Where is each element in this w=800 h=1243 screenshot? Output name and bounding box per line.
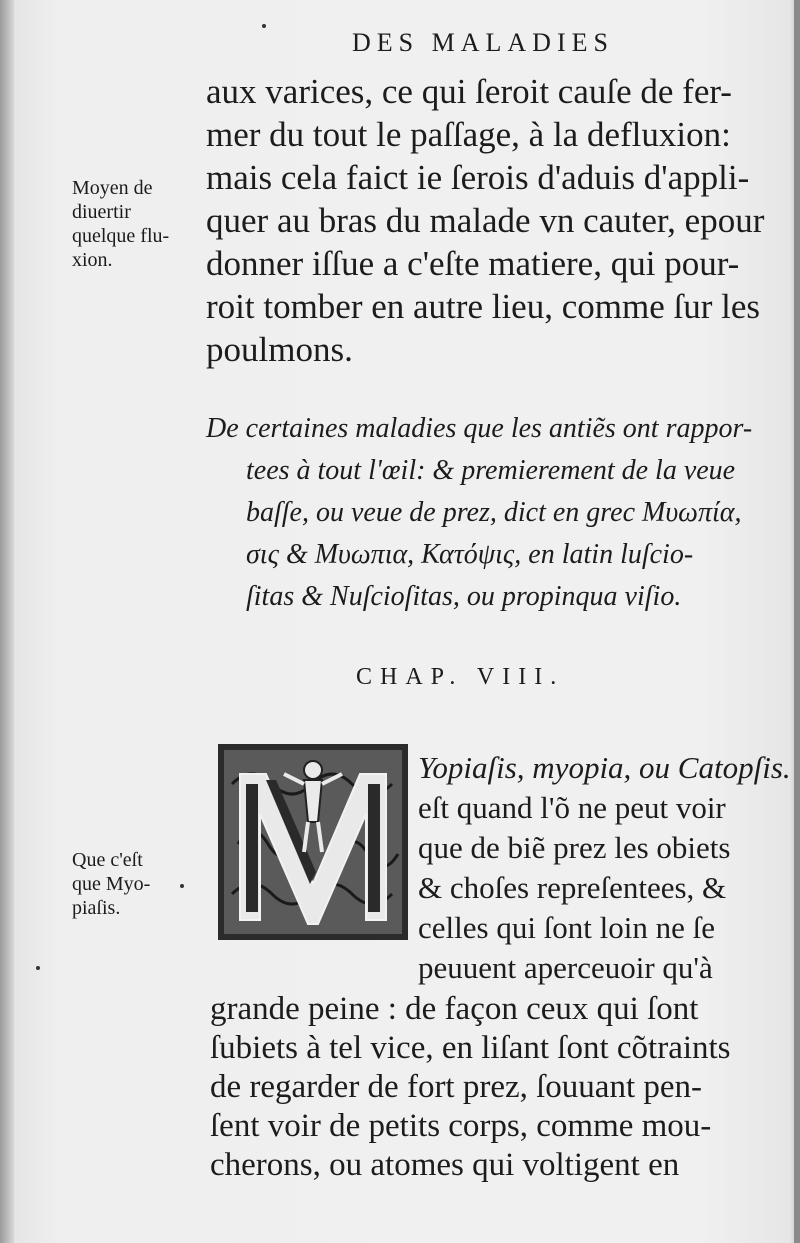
margin-note-1 [72,176,202,272]
ornamented-initial-M-icon [218,744,408,940]
text-line: mer du tout le paſſage, à la defluxion: [206,115,731,154]
text-line: poulmons. [206,330,353,369]
margin-note-line: quelque flu- [72,225,170,247]
paragraph-1 [206,70,796,371]
heading-line: baſſe, ou veue de prez, dict en grec Μυωπία, [246,497,742,528]
page-gutter-shadow [0,0,14,1243]
text-line: donner iſſue a c'eſte matiere, qui pour- [206,244,740,283]
text-line: & choſes repreſentees, & [418,870,727,905]
text-line: Yopiaſis, myopia, ou Catopſis. [418,750,791,785]
ink-speck [36,966,40,970]
drop-cap-initial [218,744,408,940]
ink-speck [180,884,184,888]
chapter-label: CHAP. VIII. [356,664,565,690]
running-header: DES MALADIES [352,28,614,57]
margin-note-line: piaſis. [72,897,121,919]
text-line: ſent voir de petits corps, comme mou- [210,1108,712,1144]
heading-line: tees à tout l'œil: & premierement de la veue [246,455,736,486]
paragraph-2-full-width [210,990,800,1185]
text-line: mais cela faict ie ſerois d'aduis d'appli- [206,158,750,197]
text-line: cherons, ou atomes qui voltigent en [210,1147,680,1183]
ink-speck [262,24,266,28]
text-line: ſubiets à tel vice, en liſant ſont cõtraints [210,1030,731,1066]
margin-note-line: xion. [72,249,113,271]
text-line: roit tomber en autre lieu, comme ſur les [206,287,760,326]
paragraph-2-beside-initial [418,748,798,988]
margin-note-line: que Myo- [72,873,151,895]
text-line: peuuent aperceuoir qu'à [418,950,713,985]
text-line: aux varices, ce qui ſeroit cauſe de fer- [206,72,732,111]
text-line: quer au bras du malade vn cauter, epour [206,201,765,240]
text-line: grande peine : de façon ceux qui ſont [210,991,699,1027]
text-line: de regarder de fort prez, ſouuant pen- [210,1069,703,1105]
heading-line: ſitas & Nuſcioſitas, ou propinqua viſio. [246,581,682,612]
margin-note-line: diuertir [72,201,131,223]
text-line: que de biẽ prez les obiets [418,830,731,865]
margin-note-line: Que c'eſt [72,849,143,871]
text-line: eſt quand l'õ ne peut voir [418,790,726,825]
section-heading [206,408,796,618]
heading-line: De certaines maladies que les antiẽs ont rappor- [206,413,753,444]
heading-line: σις & Μυωπια, Κατόψις, en latin luſcio- [246,539,694,570]
margin-note-line: Moyen de [72,177,153,199]
text-line: celles qui ſont loin ne ſe [418,910,716,945]
